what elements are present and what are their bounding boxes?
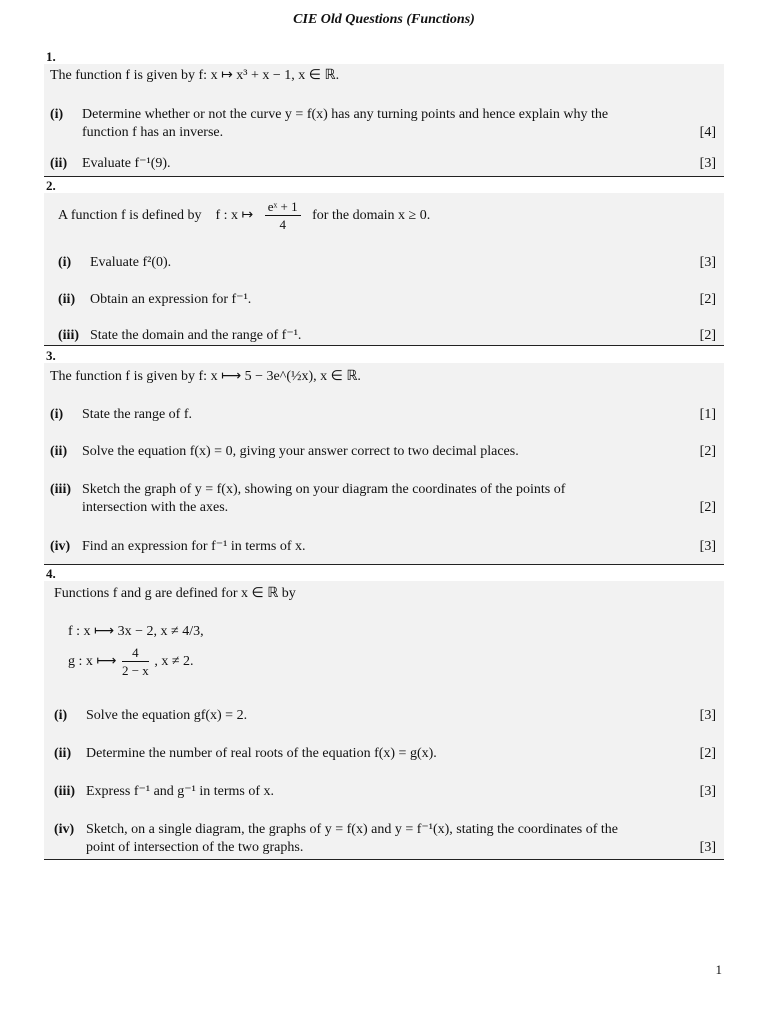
part-marks: [3] [699, 539, 716, 554]
part-text: intersection with the axes. [82, 500, 229, 515]
part-text: Determine whether or not the curve y = f(x) has any turning points and hence explain why the [82, 107, 609, 122]
question-stem [58, 199, 430, 233]
fraction-denominator: 2 − x [121, 663, 149, 679]
question-stem: Functions f and g are defined for x ∈ ℝ by [54, 586, 296, 601]
part-marks: [4] [699, 125, 716, 140]
question-3 [44, 349, 724, 565]
question-stem: The function f is given by f: x ↦ x³ + x − 1, x ∈ ℝ. [50, 68, 340, 83]
part-marks: [2] [699, 328, 716, 343]
part-label: (iv) [50, 539, 71, 554]
part-text: Find an expression for f⁻¹ in terms of x. [82, 539, 306, 554]
page-number: 1 [715, 962, 722, 977]
part-marks: [2] [699, 500, 716, 515]
part-label: (ii) [54, 746, 72, 761]
part-text: Obtain an expression for f⁻¹. [90, 292, 252, 307]
part-label: (i) [50, 107, 64, 122]
fraction-numerator: 4 [122, 645, 149, 662]
question-1 [44, 50, 724, 177]
part-text: Express f⁻¹ and g⁻¹ in terms of x. [86, 784, 275, 799]
fraction [122, 645, 149, 678]
part-text: point of intersection of the two graphs. [86, 840, 304, 855]
stem-map: f : x ↦ [215, 208, 254, 223]
part-text: Determine the number of real roots of the equation f(x) = g(x). [86, 746, 437, 761]
question-2 [44, 179, 724, 346]
part-marks: [3] [699, 708, 716, 723]
part-marks: [3] [699, 255, 716, 270]
page-title: CIE Old Questions (Functions) [293, 12, 475, 27]
part-label: (i) [58, 255, 72, 270]
part-text: function f has an inverse. [82, 125, 224, 140]
part-text: State the domain and the range of f⁻¹. [90, 328, 302, 343]
question-number: 3. [46, 348, 56, 363]
part-marks: [2] [699, 444, 716, 459]
question-box [44, 581, 724, 860]
part-text: Evaluate f⁻¹(9). [82, 156, 171, 171]
fraction-denominator: 4 [279, 217, 286, 233]
part-marks: [3] [699, 784, 716, 799]
question-4 [44, 567, 724, 860]
stem-suffix: for the domain x ≥ 0. [312, 208, 431, 223]
fraction-numerator: eˣ + 1 [265, 199, 301, 216]
part-label: (i) [50, 407, 64, 422]
part-label: (iv) [54, 822, 75, 837]
part-text: Evaluate f²(0). [90, 255, 172, 270]
question-stem: The function f is given by f: x ⟼ 5 − 3e^(½x), x ∈ ℝ. [50, 369, 361, 384]
question-box [44, 193, 724, 346]
part-marks: [3] [699, 156, 716, 171]
part-marks: [1] [699, 407, 716, 422]
part-text: Sketch the graph of y = f(x), showing on your diagram the coordinates of the points of [82, 482, 566, 497]
definition-g [68, 645, 194, 679]
part-label: (iii) [50, 482, 71, 497]
definition-g-suffix: , x ≠ 2. [154, 654, 194, 669]
part-label: (i) [54, 708, 68, 723]
part-text: State the range of f. [82, 407, 193, 422]
part-label: (ii) [58, 292, 76, 307]
part-marks: [2] [699, 292, 716, 307]
part-label: (iii) [54, 784, 75, 799]
fraction [265, 199, 301, 232]
question-number: 4. [46, 566, 56, 581]
part-marks: [2] [699, 746, 716, 761]
part-label: (ii) [50, 444, 68, 459]
part-label: (ii) [50, 156, 68, 171]
part-text: Sketch, on a single diagram, the graphs of y = f(x) and y = f⁻¹(x), stating the coordinates of the [86, 822, 619, 837]
question-number: 1. [46, 49, 56, 64]
definition-f: f : x ⟼ 3x − 2, x ≠ 4/3, [68, 624, 204, 639]
part-text: Solve the equation f(x) = 0, giving your answer correct to two decimal places. [82, 444, 519, 459]
part-marks: [3] [699, 840, 716, 855]
question-box [44, 64, 724, 177]
part-label: (iii) [58, 328, 79, 343]
question-number: 2. [46, 178, 56, 193]
stem-prefix: A function f is defined by [58, 208, 202, 223]
definition-g-map: g : x ⟼ [68, 654, 117, 669]
question-box [44, 363, 724, 565]
part-text: Solve the equation gf(x) = 2. [86, 708, 248, 723]
